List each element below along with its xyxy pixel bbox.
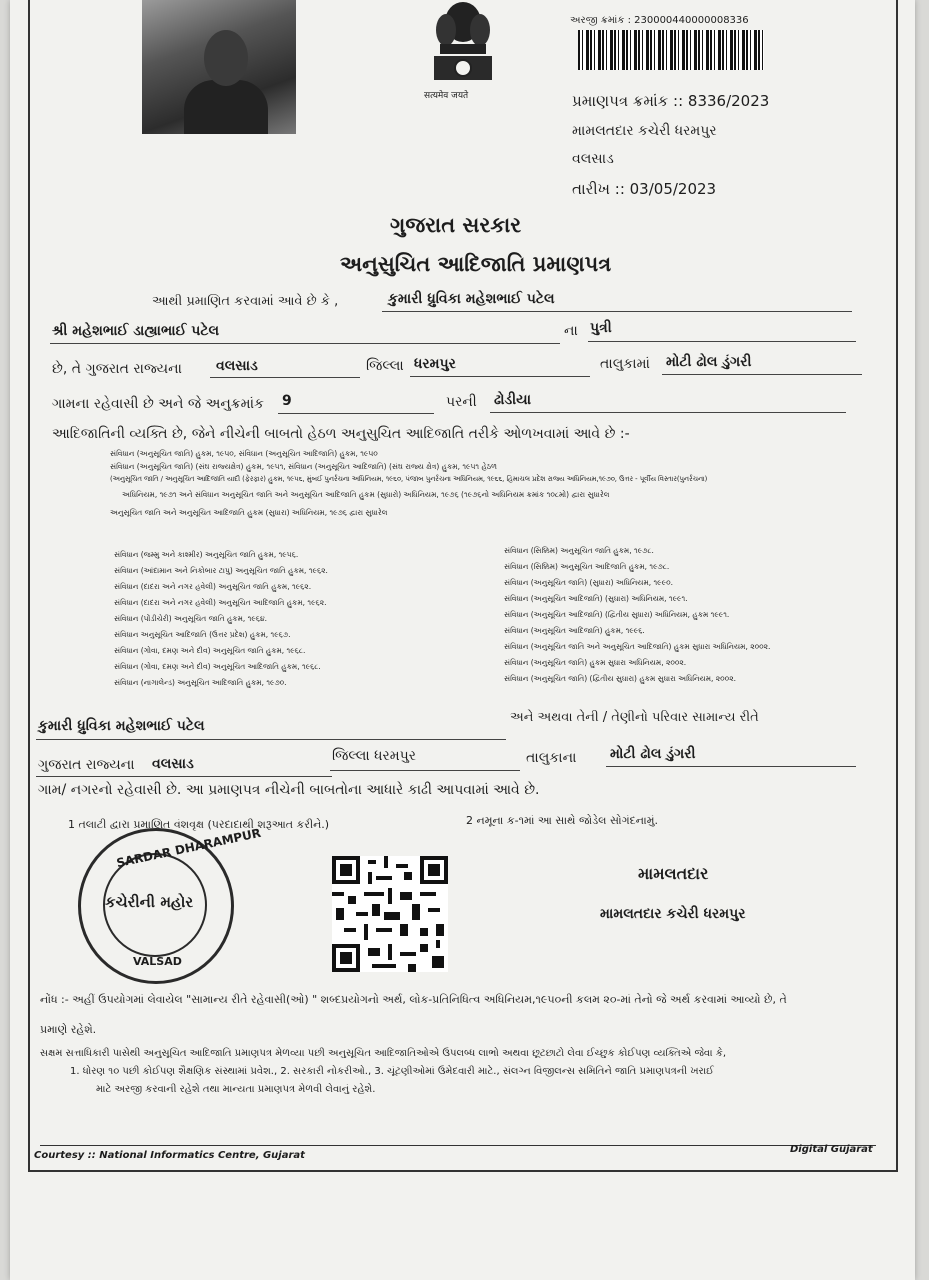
order-left-item: સંવિધાન (આંદામાન અને નિકોબાર ટાપુ) અનુસૂચિત જાતિ હુકમ, ૧૯૬૨. bbox=[114, 566, 328, 575]
second-village-line bbox=[606, 766, 856, 767]
second-state-district: વલસાડ bbox=[152, 756, 194, 772]
signatory-office: મામલતદાર કચેરી ધરમપુર bbox=[600, 906, 746, 922]
applicant-name: કુમારી ધ્રુવિકા મહેશભાઈ પટેલ bbox=[388, 291, 555, 307]
state-prefix: છે, તે ગુજરાત રાજ્યના bbox=[52, 361, 182, 377]
tribe-line bbox=[490, 412, 846, 413]
issue-date: તારીખ :: 03/05/2023 bbox=[572, 180, 717, 198]
second-district-text: જિલ્લા ધરમપુર bbox=[332, 748, 416, 764]
order-line: સંવિધાન (અનુસૂચિત જાતિ) (સંઘ રાજ્યક્ષેત્ર) હુકમ, ૧૯૫૧, સંવિધાન (અનુસૂચિત આદિજાતિ) (સંઘ રાજ્ય ક્ષેત્ર) હુકમ, ૧૯૫૧ હેઠળ bbox=[110, 462, 498, 471]
order-line: અધિનિયમ, ૧૯૭૧ અને સંવિધાન અનુસૂચિત જાતિ અને અનુસૂચિત આદિજાતિ હુકમ (સુધારો) અધિનિયમ, ૧૯૭૬ (૧૯૭૬નો અધિનિયમ ક્રમાંક ૧૦૮મો) દ્વારા સુધારેલ bbox=[122, 490, 610, 499]
order-left-item: સંવિધાન (જમ્મુ અને કાશ્મીર) અનુસૂચિત જાતિ હુકમ, ૧૯૫૬. bbox=[114, 550, 299, 559]
certificate-title: અનુસુચિત આદિજાતિ પ્રમાણપત્ર bbox=[340, 252, 612, 276]
signatory-designation: મામલતદાર bbox=[638, 864, 709, 883]
note-2-end: માટે અરજી કરવાની રહેશે તથા માન્યતા પ્રમાણપત્ર મેળવી લેવાનું રહેશે. bbox=[96, 1084, 376, 1095]
digital-gujarat-logo: Digital Gujarat bbox=[790, 1144, 873, 1155]
order-right-item: સંવિધાન (સિક્કિમ) અનુસૂચિત જાતિ હુકમ, ૧૯૭૮. bbox=[504, 546, 654, 555]
qr-code bbox=[332, 856, 448, 972]
second-applicant-name: કુમારી ધ્રુવિકા મહેશભાઈ પટેલ bbox=[38, 718, 205, 734]
order-left-item: સંવિધાન (દાદરા અને નગર હવેલી) અનુસૂચિત જાતિ હુકમ, ૧૯૬૨. bbox=[114, 582, 312, 591]
issuing-district: વલસાડ bbox=[572, 151, 614, 167]
relation-line bbox=[588, 341, 856, 342]
second-resident-text: ગામ/ નગરનો રહેવાસી છે. આ પ્રમાણપત્ર નીચેની બાબતોના આધારે કાઢી આપવામાં આવે છે. bbox=[38, 782, 540, 798]
order-right-item: સંવિધાન (અનુસૂચિત જાતિ) હુકમ સુધારા અધિનિયમ, ૨૦૦૨. bbox=[504, 658, 687, 667]
taluka-line bbox=[410, 376, 590, 377]
parni-label: પરની bbox=[446, 394, 477, 410]
district-label: જિલ્લા bbox=[366, 358, 404, 374]
order-line: (અનુસૂચિત જાતિ / અનુસૂચિત આદિજાતિ યાદી (ફેરફાર) હુકમ, ૧૯૫૬, મુંબઈ પુનર્રચના અધિનિયમ, ૧૯૬૦, પંજાબ પુનર્રચના અધિનિયમ, ૧૯૬૬, હિમાચલ પ્રદેશ રાજ્ય અધિનિયમ,૧૯૭૦, ઉત્તર - પૂર્વીય વિસ્તાર(પુનર્રચના) bbox=[110, 475, 708, 483]
order-right-item: સંવિધાન (અનુસૂચિત આદિજાતિ) (દ્વિતીય સુધારા) અધિનિયમ, હુકમ ૧૯૯૧. bbox=[504, 610, 730, 619]
order-right-item: સંવિધાન (અનુસૂચિત જાતિ) (દ્વિતીય સુધારા) હુકમ સુધારા અધિનિયમ, ૨૦૦૨. bbox=[504, 674, 736, 683]
relation-value: પુત્રી bbox=[590, 320, 612, 336]
applicant-photo bbox=[142, 0, 296, 134]
second-name-line bbox=[36, 739, 506, 740]
second-taluka-label: તાલુકાના bbox=[526, 750, 577, 766]
national-emblem-icon bbox=[422, 0, 504, 104]
issuing-office: મામલતદાર કચેરી ધરમપુર bbox=[572, 123, 717, 139]
barcode bbox=[578, 30, 764, 70]
order-left-item: સંવિધાન (નાગાલેન્ડ) અનુસૂચિત આદિજાતિ હુકમ, ૧૯૭૦. bbox=[114, 678, 287, 687]
basis-item-1: 1 તલાટી દ્વારા પ્રમાણિત વંશવૃક્ષ (પરદાદાથી શરૂઆત કરીને.) bbox=[68, 818, 330, 831]
courtesy-text: Courtesy :: National Informatics Centre, Gujarat bbox=[34, 1150, 305, 1161]
certify-text: આથી પ્રમાણિત કરવામાં આવે છે કે , bbox=[152, 294, 339, 309]
family-text: અને અથવા તેની / તેણીનો પરિવાર સામાન્ય રીતે bbox=[510, 710, 759, 725]
resident-text: ગામના રહેવાસી છે અને જે અનુક્રમાંક bbox=[52, 396, 264, 412]
order-right-item: સંવિધાન (અનુસૂચિત આદિજાતિ) હુકમ, ૧૯૯૬. bbox=[504, 626, 645, 635]
certificate-sheet bbox=[10, 0, 915, 1280]
seal-top-text: SARDAR DHARAMPUR bbox=[115, 825, 263, 871]
footer-divider bbox=[40, 1145, 876, 1146]
certificate-number: પ્રમાણપત્ર ક્રમાંક :: 8336/2023 bbox=[572, 92, 770, 110]
order-left-item: સંવિધાન (પોંડીચેરી) અનુસૂચિત જાતિ હુકમ, ૧૯૬૪. bbox=[114, 614, 268, 623]
order-line: અનુસૂચિત જાતિ અને અનુસૂચિત આદિજાતિ હુકમ (સુધારા) અધિનિયમ, ૧૯૭૬ દ્વારા સુધારેલ bbox=[110, 508, 388, 517]
na-label: ના bbox=[564, 323, 578, 339]
office-seal bbox=[78, 825, 263, 984]
order-left-item: સંવિધાન (ગોવા, દમણ અને દીવ) અનુસૂચિત આદિજાતિ હુકમ, ૧૯૬૮. bbox=[114, 662, 321, 671]
note-1: નોંધ :- અહીં ઉપયોગમાં લેવાયેલ "સામાન્ય રીતે રહેવાસી(ઓ) " શબ્દપ્રયોગનો અર્થ, લોક-પ્રતિનિધિત્વ અધિનિયમ,૧૯૫૦ની કલમ ૨૦-માં તેનો જે અર્થ કરવામાં આવ્યો છે, તે bbox=[40, 993, 787, 1006]
basis-item-2: 2 નમૂના ક-૧માં આ સાથે જોડેલ સોગંદનામું. bbox=[466, 814, 658, 827]
serial-number: 9 bbox=[282, 393, 292, 409]
note-2-list: 1. ધોરણ ૧૦ પછી કોઈપણ શૈક્ષણિક સંસ્થામાં પ્રવેશ., 2. સરકારી નોકરીઓ., 3. ચૂંટણીઓમાં ઉમેદવારી માટે., સંલગ્ન વિજીલન્સ સમિતિને જાતિ પ્રમાણપત્રની ખરાઈ bbox=[70, 1066, 714, 1077]
seal-bottom-text: VALSAD bbox=[133, 955, 182, 968]
state-district-line bbox=[210, 377, 360, 378]
tribe-value: ઢોડીયા bbox=[494, 392, 532, 408]
village-line bbox=[662, 374, 862, 375]
second-state-line bbox=[36, 776, 332, 777]
taluka-value: ધરમપુર bbox=[414, 356, 456, 372]
government-title: ગુજરાત સરકાર bbox=[390, 213, 522, 237]
order-left-item: સંવિધાન (દાદરા અને નગર હવેલી) અનુસૂચિત આદિજાતિ હુકમ, ૧૯૬૨. bbox=[114, 598, 327, 607]
taluka-label: તાલુકામાં bbox=[600, 356, 650, 372]
order-left-item: સંવિધાન અનુસૂચિત આદિજાતિ (ઉત્તર પ્રદેશ) હુકમ, ૧૯૬૭. bbox=[114, 630, 291, 639]
emblem-motto: सत्यमेव जयते bbox=[424, 91, 469, 101]
order-right-item: સંવિધાન (અનુસૂચિત જાતિ અને અનુસૂચિત આદિજાતિ) હુકમ સુધારા અધિનિયમ, ૨૦૦૨. bbox=[504, 642, 771, 651]
applicant-name-line bbox=[382, 311, 852, 312]
note-2: સક્ષમ સત્તાધિકારી પાસેથી અનુસૂચિત આદિજાતિ પ્રમાણપત્ર મેળવ્યા પછી અનુસૂચિત આદિજાતિઓએ ઉપલબ્ધ લાભો અથવા છૂટછાટો લેવા ઈચ્છુક કોઈપણ વ્યક્તિએ જેવા કે, bbox=[40, 1048, 727, 1059]
father-name-line bbox=[50, 343, 560, 344]
recognized-text: આદિજાતિની વ્યક્તિ છે, જેને નીચેની બાબતો હેઠળ અનુસુચિત આદિજાતિ તરીકે ઓળખવામાં આવે છે :- bbox=[52, 426, 630, 442]
application-number: અરજી ક્રમાંક : 230000440000008336 bbox=[570, 15, 749, 26]
father-name: શ્રી મહેશભાઈ ડાહ્યાભાઈ પટેલ bbox=[52, 323, 220, 339]
second-state-text: ગુજરાત રાજ્યના bbox=[38, 757, 135, 773]
seal-center-text: કચેરીની મહોર bbox=[105, 893, 194, 911]
order-right-item: સંવિધાન (અનુસૂચિત આદિજાતિ) (સુધારા) અધિનિયમ, ૧૯૯૧. bbox=[504, 594, 688, 603]
order-right-item: સંવિધાન (અનુસૂચિત જાતિ) (સુધારા) અધિનિયમ, ૧૯૯૦. bbox=[504, 578, 673, 587]
second-village: મોટી ઢોલ ડુંગરી bbox=[610, 746, 696, 762]
state-district-value: વલસાડ bbox=[216, 358, 258, 374]
order-right-item: સંવિધાન (સિક્કિમ) અનુસૂચિત આદિજાતિ હુકમ, ૧૯૭૮. bbox=[504, 562, 670, 571]
order-left-item: સંવિધાન (ગોવા, દમણ અને દીવ) અનુસૂચિત જાતિ હુકમ, ૧૯૬૮. bbox=[114, 646, 306, 655]
order-line: સંવિધાન (અનુસૂચિત જાતિ) હુકમ, ૧૯૫૦, સંવિધાન (અનુસૂચિત આદિજાતિ) હુકમ, ૧૯૫૦ bbox=[110, 449, 378, 458]
serial-line bbox=[278, 413, 434, 414]
second-district-line bbox=[330, 770, 520, 771]
note-1-cont: પ્રમાણે રહેશે. bbox=[40, 1023, 97, 1036]
village-value: મોટી ઢોલ ડુંગરી bbox=[666, 354, 752, 370]
